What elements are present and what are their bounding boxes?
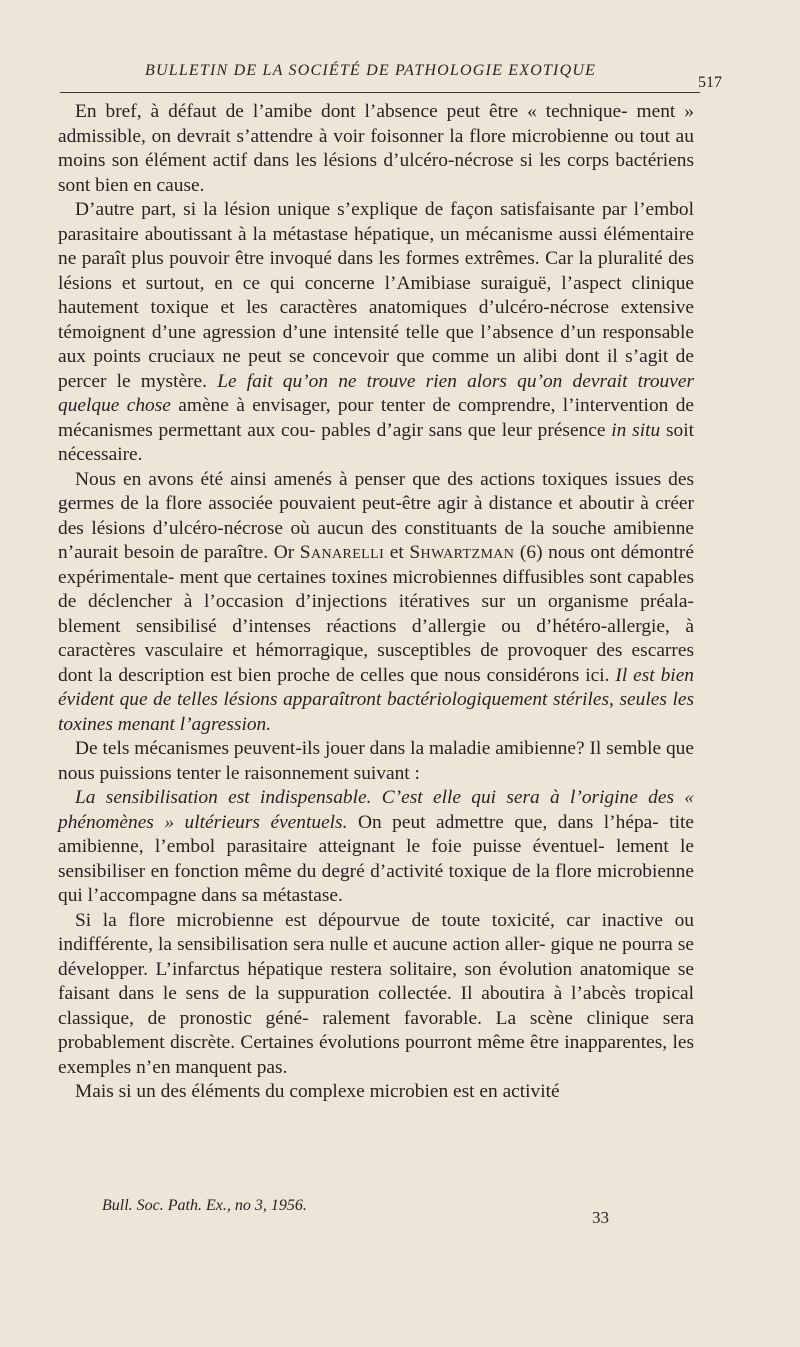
paragraph-2-italic-phrase: Le fait qu’on ne trouve rien alors qu’on devrait trouver quelque chose — [58, 370, 694, 416]
paragraph-5-text: On peut admettre que, dans l’hépa- tite amibienne, l’embol parasitaire atteignant le foie puisse éventuel- lement le sensibiliser en fonction même du degré d’activité toxique de la flore microbienne qui l’accompagne dans sa métastase. — [58, 811, 694, 906]
paragraph-3-text-c: (6) nous ont démontré expérimentale- ment que certaines toxines microbiennes diffusibles sont capables de déclencher à l’occasion d’injections itératives sur un organisme préala- blement sensibilisé d’intenses réactions d’allergie ou d’hétéro-allergie, à caractères vasculaire et hémorragique, susceptibles de provoquer des escarres dont la description est bien proche de celles que nous considérons ici. — [58, 542, 694, 686]
page-header — [60, 58, 720, 98]
paragraph-7 — [58, 1080, 694, 1105]
article-body — [58, 100, 694, 1105]
header-rule — [60, 92, 700, 93]
paragraph-7-text: Mais si un des éléments du complexe microbien est en activité — [75, 1081, 560, 1102]
paragraph-1-text: En bref, à défaut de l’amibe dont l’absence peut être « technique- ment » admissible, on devrait s’attendre à voir foisonner la flore microbienne ou tout au moins son élément actif dans les lésions d’ulcéro-nécrose si les corps bactériens sont bien en cause. — [58, 101, 694, 196]
paragraph-3-italic-conclusion: Il est bien évident que de telles lésions apparaîtront bactériologiquement stériles, seules les toxines menant l’agression. — [58, 664, 695, 735]
running-head: BULLETIN DE LA SOCIÉTÉ DE PATHOLOGIE EXOTIQUE — [145, 62, 597, 79]
author-shwartzman: Shwartzman — [409, 542, 515, 563]
paragraph-4-text: De tels mécanismes peuvent-ils jouer dans la maladie amibienne? Il semble que nous puissions tenter le raisonnement suivant : — [58, 738, 694, 784]
paragraph-2 — [58, 198, 694, 468]
paragraph-3-text-a: Nous en avons été ainsi amenés à penser que des actions toxiques issues des germes de la flore associée pouvaient peut-être agir à distance et aboutir à créer des lésions d’ulcéro-nécrose où aucun des constituants de la souche amibienne n’aurait besoin de paraître. Or — [58, 468, 694, 563]
paragraph-5-italic-thesis: La sensibilisation est indispensable. C’est elle qui sera à l’origine des « phénomènes » ultérieurs éventuels. — [58, 787, 694, 833]
paragraph-4 — [58, 737, 694, 786]
paragraph-2-in-situ: in situ — [611, 419, 661, 441]
paragraph-6-text: Si la flore microbienne est dépourvue de toute toxicité, car inactive ou indifférente, la sensibilisation sera nulle et aucune action aller- gique ne pourra se développer. L’infarctus hépatique restera solitaire, son évolution anatomique se faisant dans le sens de la suppuration collectée. Il aboutira à l’abcès tropical classique, de pronostic géné- ralement favorable. La scène clinique sera probablement discrète. Certaines évolutions pourront même être inapparentes, les exemples n’en manquent pas. — [58, 909, 694, 1078]
author-sanarelli: Sanarelli — [299, 542, 385, 563]
paragraph-2-text-c: soit nécessaire. — [58, 419, 694, 465]
paragraph-3 — [58, 468, 694, 738]
paragraph-5 — [58, 786, 694, 909]
paragraph-2-text-b: amène à envisager, pour tenter de comprendre, l’intervention de mécanismes permettant aux cou- pables d’agir sans que leur présence — [58, 395, 694, 441]
sheet-number: 33 — [592, 1208, 609, 1227]
page-number: 517 — [698, 74, 722, 91]
paragraph-6 — [58, 909, 694, 1081]
paragraph-3-text-b: et — [384, 542, 410, 563]
paragraph-1 — [58, 100, 694, 198]
journal-citation: Bull. Soc. Path. Ex., no 3, 1956. — [102, 1197, 307, 1214]
paragraph-2-text-a: D’autre part, si la lésion unique s’explique de façon satisfaisante par l’embol parasitaire aboutissant à la métastase hépatique, un mécanisme aussi élémentaire ne paraît plus pouvoir être invoqué dans les formes extrêmes. Car la pluralité des lésions et surtout, en ce qui concerne l’Amibiase suraiguë, l’aspect clinique hautement toxique et les caractères anatomiques d’ulcéro-nécrose extensive témoignent d’une agression d’une intensité telle que l’absence d’un responsable aux points cruciaux ne peut se concevoir que comme un alibi dont il s’agit de percer le mystère. — [58, 199, 694, 392]
